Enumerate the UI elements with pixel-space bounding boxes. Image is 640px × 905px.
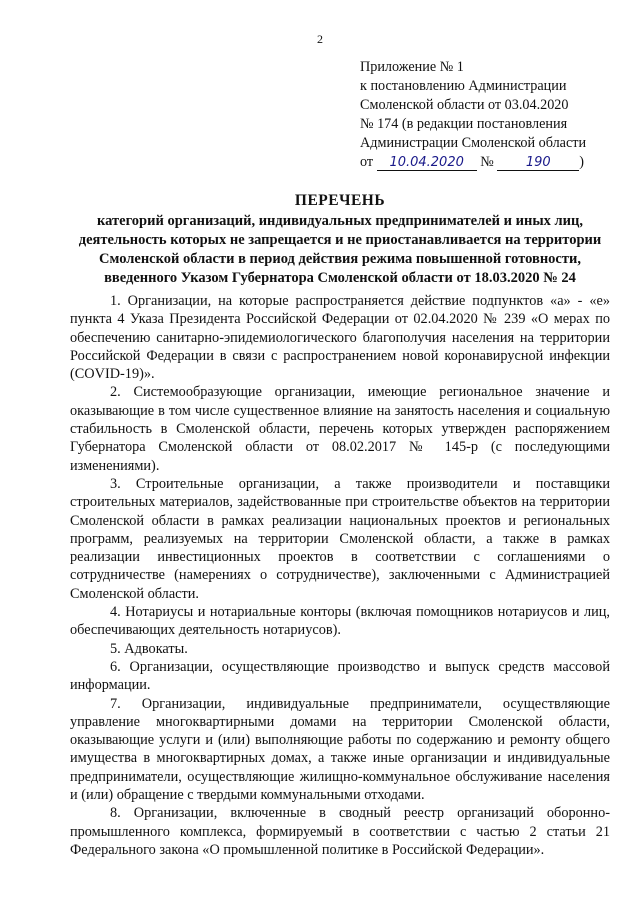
appendix-line: Администрации Смоленской области bbox=[360, 135, 587, 151]
heading-title: ПЕРЕЧЕНЬ bbox=[294, 192, 386, 209]
number-field bbox=[497, 155, 579, 171]
list-item: 7. Организации, индивидуальные предприниматели, осуществляющие управление многоквартирными домами на территории Смоленской области, оказывающие услуги и (или) выполняющие работы по содержанию и ремонту общего имущества в многоквартирных домах, а также иные организации и индивидуальные предприниматели, осуществляющие жилищно-коммунальное обслуживание населения и (или) обращение с твердыми коммунальными отходами. bbox=[70, 695, 610, 804]
handwritten-number: 190 bbox=[525, 155, 551, 170]
list-item: 4. Нотариусы и нотариальные конторы (включая помощников нотариусов и лиц, обеспечивающих деятельность нотариусов). bbox=[70, 604, 610, 639]
closing-paren: ) bbox=[579, 154, 585, 170]
appendix-line: Смоленской области от 03.04.2020 bbox=[360, 97, 569, 113]
document-heading bbox=[70, 191, 610, 288]
appendix-line: Приложение № 1 bbox=[360, 59, 464, 75]
handwritten-date: 10.04.2020 bbox=[389, 155, 464, 170]
date-field bbox=[377, 155, 477, 171]
heading-line: Смоленской области в период действия режима повышенной готовности, bbox=[99, 251, 581, 267]
list-item: 6. Организации, осуществляющие производство и выпуск средств массовой информации. bbox=[70, 658, 610, 694]
heading-line: деятельность которых не запрещается и не приостанавливается на территории bbox=[78, 232, 602, 248]
appendix-date-line bbox=[360, 153, 605, 172]
heading-line: категорий организаций, индивидуальных предпринимателей и иных лиц, bbox=[97, 213, 583, 229]
list-item: 8. Организации, включенные в сводный реестр организаций оборонно-промышленного комплекса, формируемый в соответствии с частью 2 статьи 21 Федерального закона «О промышленной политике в Российской Федерации». bbox=[70, 805, 610, 858]
page-number: 2 bbox=[317, 32, 323, 46]
number-label: № bbox=[480, 154, 494, 170]
list-item: 3. Строительные организации, а также производители и поставщики строительных материалов, задействованные при строительстве объектов на территории Смоленской области в рамках реализации национальных проектов и региональных программ, реализуемых на территории Смоленской области, а также в рамках реализации инвестиционных проектов в соответствии с соглашениями о сотрудничестве (намерениях о сотрудничестве), заключенными с Администрацией Смоленской области. bbox=[70, 475, 610, 602]
appendix-block bbox=[360, 58, 605, 172]
from-label: от bbox=[360, 154, 374, 170]
list-item: 1. Организации, на которые распространяется действие подпунктов «а» - «е» пункта 4 Указа Президента Российской Федерации от 02.04.2020 № 239 «О мерах по обеспечению санитарно-эпидемиологического благополучия населения на территории Российской Федерации в связи с распространением новой коронавирусной инфекции (COVID-19)». bbox=[70, 293, 610, 383]
list-item: 5. Адвокаты. bbox=[110, 640, 188, 657]
heading-line: введенного Указом Губернатора Смоленской области от 18.03.2020 № 24 bbox=[104, 270, 576, 286]
list-item: 2. Системообразующие организации, имеющие региональное значение и оказывающие в том числе существенное влияние на занятость населения и социальную стабильность в Смоленской области, перечень которых утвержден распоряжением Губернатора Смоленской области от 08.02.2017 № 145-р (с последующими изменениями). bbox=[70, 384, 610, 474]
appendix-line: № 174 (в редакции постановления bbox=[360, 116, 568, 132]
document-body bbox=[70, 292, 610, 859]
appendix-line: к постановлению Администрации bbox=[360, 78, 567, 94]
